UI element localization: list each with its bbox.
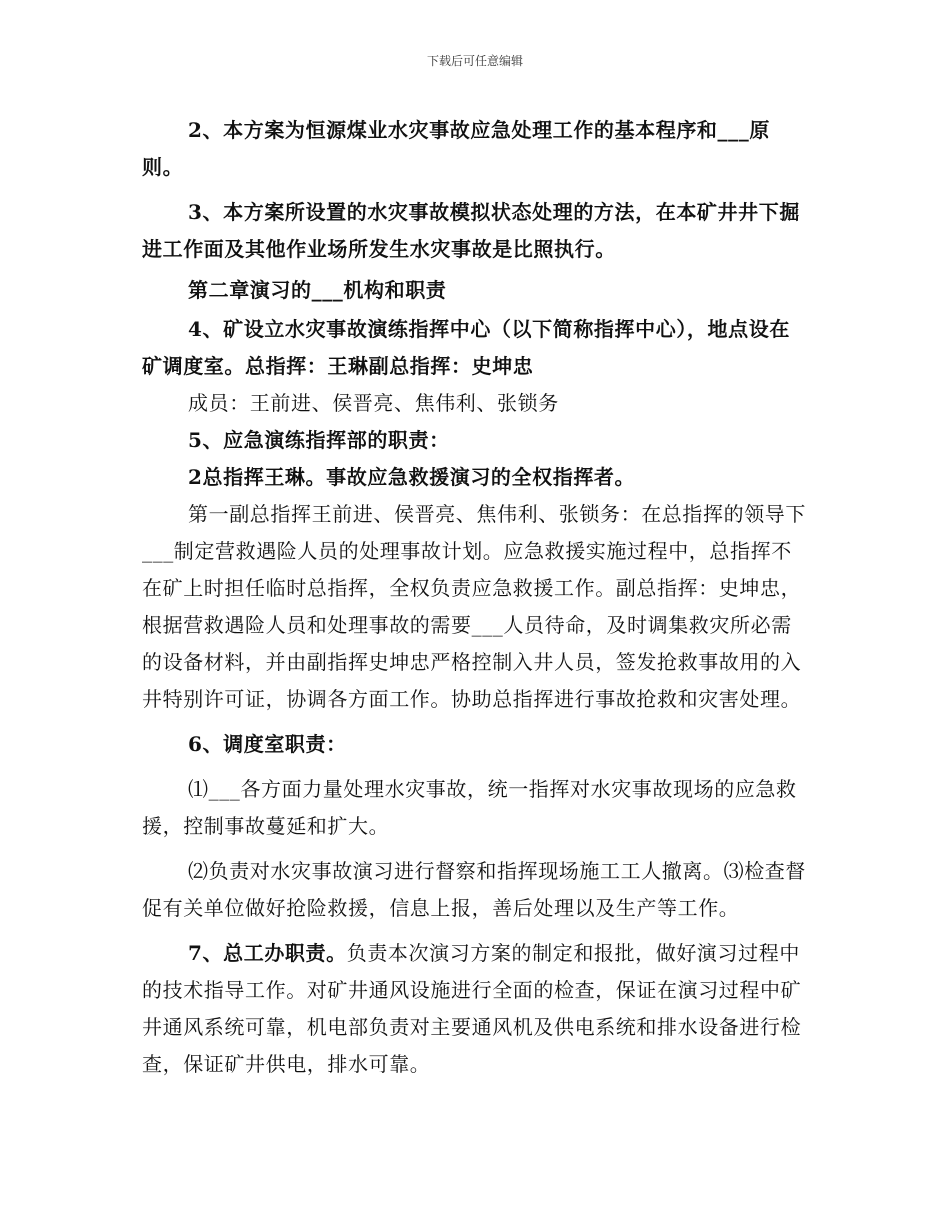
page-header: 下载后可任意编辑 <box>426 54 523 68</box>
paragraph-4: 4、矿设立水灾事故演练指挥中心（以下简称指挥中心），地点设在矿调度室。总指挥：王琳副总指挥：史坤忠 <box>142 317 790 378</box>
paragraph-3: 3、本方案所设置的水灾事故模拟状态处理的方法，在本矿井井下掘进工作面及其他作业场所发生水灾事故是比照执行。 <box>142 200 800 261</box>
paragraph-7-lead: 7、总工办职责。 <box>188 941 347 965</box>
document-body <box>142 112 810 1083</box>
paragraph-5: 5、应急演练指挥部的职责： <box>188 428 450 452</box>
paragraph-6a: ⑴___各方面力量处理水灾事故，统一指挥对水灾事故现场的应急救援，控制事故蔓延和扩大。 <box>142 777 797 838</box>
paragraph-2: 2、本方案为恒源煤业水灾事故应急处理工作的基本程序和___原则。 <box>142 118 770 179</box>
members-line: 成员：王前进、侯晋亮、焦伟利、张锁务 <box>188 391 559 415</box>
paragraph-7 <box>142 935 810 1083</box>
paragraph-6: 6、调度室职责： <box>188 732 347 756</box>
paragraph-7-body: 负责本次演习方案的制定和报批，做好演习过程中的技术指导工作。对矿井通风设施进行全面的检查，保证在演习过程中矿井通风系统可靠，机电部负责对主要通风机及供电系统和排水设备进行检查，保证矿井供电，排水可靠。 <box>142 941 802 1076</box>
paragraph-5b: 第一副总指挥王前进、侯晋亮、焦伟利、张锁务：在总指挥的领导下___制定营救遇险人员的处理事故计划。应急救援实施过程中，总指挥不在矿上时担任临时总指挥，全权负责应急救援工作。副总指挥：史坤忠，根据营救遇险人员和处理事故的需要___人员待命，及时调集救灾所必需的设备材料，并由副指挥史坤忠严格控制入井人员，签发抢救事故用的入井特别许可证，协调各方面工作。协助总指挥进行事故抢救和灾害处理。 <box>142 502 806 711</box>
paragraph-6b: ⑵负责对水灾事故演习进行督察和指挥现场施工工人撤离。⑶检查督促有关单位做好抢险救援，信息上报，善后处理以及生产等工作。 <box>142 859 806 920</box>
chapter-2-heading: 第二章演习的___机构和职责 <box>188 278 447 302</box>
paragraph-5a: 2总指挥王琳。事故应急救援演习的全权指挥者。 <box>188 465 636 489</box>
